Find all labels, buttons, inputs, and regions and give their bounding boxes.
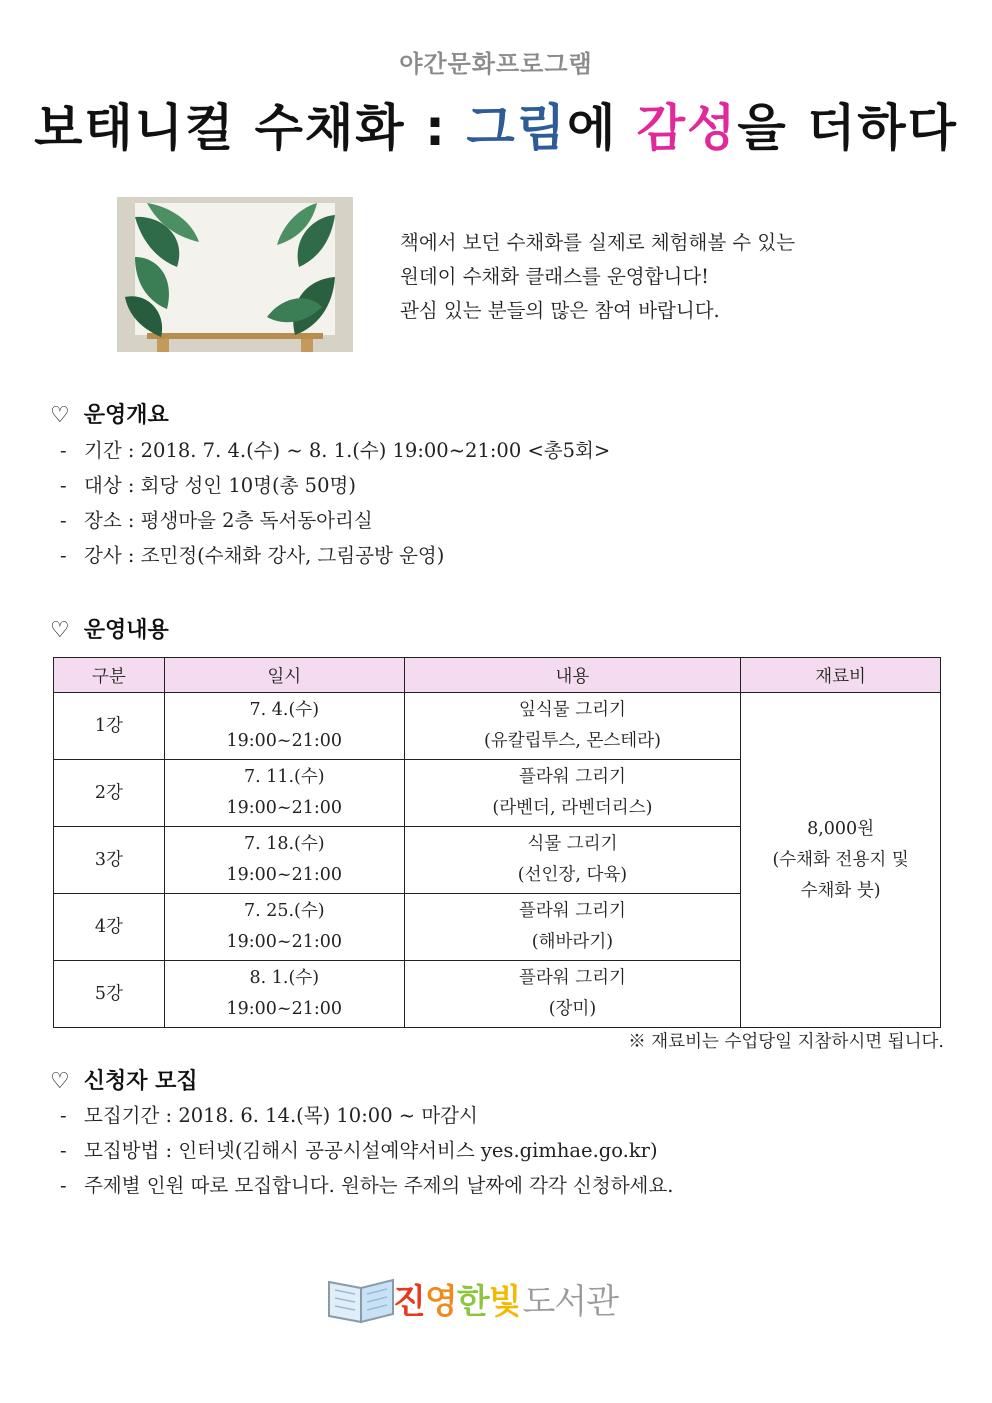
library-name [393,1274,618,1323]
time-text: 19:00~21:00 [226,865,343,885]
dash-marker: - [60,509,67,532]
topic-text: 잎식물 그리기 [518,700,626,720]
datetime-cell [164,894,404,961]
time-text: 19:00~21:00 [226,731,343,751]
fee-detail: 수채화 붓) [800,880,881,901]
fee-note: ※ 재료비는 수업당일 지참하시면 됩니다. [628,1032,944,1052]
time-text: 19:00~21:00 [226,999,343,1019]
intro-line: 원데이 수채화 클래스를 운영합니다! [400,265,709,288]
title-part-1: 보태니컬 수채화 : [34,99,467,157]
section-heading-label: 신청자 모집 [83,1069,198,1094]
list-item-text: 대상 : 회당 성인 10명(총 50명) [84,474,356,497]
list-item [60,1168,673,1203]
topic-detail: (유칼립투스, 몬스테라) [483,731,661,751]
title-highlight-blue: 그림 [466,99,567,157]
section-heading-label: 운영내용 [83,618,169,643]
list-item-text: 모집기간 : 2018. 6. 14.(목) 10:00 ~ 마감시 [84,1104,478,1127]
intro-line: 책에서 보던 수채화를 실제로 체험해볼 수 있는 [400,231,796,254]
session-cell: 2강 [54,760,165,827]
list-item-text: 기간 : 2018. 7. 4.(수) ~ 8. 1.(수) 19:00~21:00 <총5회> [84,439,611,462]
topic-text: 플라워 그리기 [518,968,626,988]
logo-char: 진 [393,1282,425,1322]
column-header: 구분 [54,658,165,693]
date-text: 8. 1.(수) [249,968,320,988]
fee-cell [741,693,941,1028]
topic-detail: (라벤더, 라벤더리스) [492,798,653,818]
dash-marker: - [60,439,67,462]
list-item-text: 강사 : 조민정(수채화 강사, 그림공방 운영) [84,544,445,567]
logo-char: 영 [424,1282,457,1322]
time-text: 19:00~21:00 [226,932,343,952]
list-item-text: 주제별 인원 따로 모집합니다. 원하는 주제의 날짜에 각각 신청하세요. [84,1174,674,1197]
list-item-text: 모집방법 : 인터넷(김해시 공공시설예약서비스 yes.gimhae.go.kr) [84,1139,658,1162]
heart-icon: ♡ [50,618,70,643]
topic-detail: (장미) [548,999,597,1019]
heart-icon: ♡ [50,1069,70,1094]
topic-text: 식물 그리기 [527,834,618,854]
list-item [60,1133,673,1168]
table-header-row [54,658,941,693]
topic-cell [404,961,741,1028]
library-logo [325,1268,618,1328]
botanical-watercolor-photo [117,197,353,352]
session-cell: 4강 [54,894,165,961]
column-header: 내용 [404,658,741,693]
datetime-cell [164,961,404,1028]
topic-cell [404,894,741,961]
logo-char: 빛 [488,1282,521,1322]
topic-detail: (해바라기) [531,932,614,952]
section-heading-content [50,613,169,644]
recruit-list [60,1098,673,1203]
page-title [0,88,992,160]
topic-detail: (선인장, 다육) [517,865,628,885]
topic-cell [404,760,741,827]
topic-cell [404,827,741,894]
list-item [60,503,610,538]
list-item [60,1098,673,1133]
dash-marker: - [60,1104,67,1127]
dash-marker: - [60,474,67,497]
topic-cell [404,693,741,760]
session-cell: 1강 [54,693,165,760]
dash-marker: - [60,1174,67,1197]
title-highlight-pink: 감성 [636,99,738,157]
fee-amount: 8,000원 [807,818,875,839]
intro-text [400,226,795,328]
topic-text: 플라워 그리기 [518,901,626,921]
time-text: 19:00~21:00 [226,798,343,818]
dash-marker: - [60,1139,67,1162]
topic-text: 플라워 그리기 [518,767,626,787]
datetime-cell [164,760,404,827]
column-header: 일시 [164,658,404,693]
section-heading-overview [50,398,169,429]
date-text: 7. 4.(수) [249,700,320,720]
list-item [60,538,610,573]
table-row [54,693,941,760]
logo-suffix: 도서관 [522,1282,618,1322]
dash-marker: - [60,544,67,567]
list-item [60,468,610,503]
date-text: 7. 11.(수) [243,767,325,787]
section-heading-label: 운영개요 [83,403,169,428]
overview-list [60,433,610,573]
date-text: 7. 25.(수) [243,901,325,921]
list-item [60,433,610,468]
datetime-cell [164,693,404,760]
title-part-3: 을 더하다 [737,99,958,157]
date-text: 7. 18.(수) [243,834,325,854]
program-category: 야간문화프로그램 [399,50,593,78]
fee-detail: (수채화 전용지 및 [772,849,909,870]
list-item-text: 장소 : 평생마을 2층 독서동아리실 [84,509,373,532]
title-part-2: 에 [567,99,637,157]
heart-icon: ♡ [50,403,70,428]
intro-line: 관심 있는 분들의 많은 참여 바랍니다. [400,299,720,322]
datetime-cell [164,827,404,894]
session-cell: 3강 [54,827,165,894]
logo-char: 한 [456,1282,489,1322]
session-cell: 5강 [54,961,165,1028]
schedule-table [53,657,941,1028]
section-heading-recruit [50,1064,198,1095]
column-header: 재료비 [741,658,941,693]
